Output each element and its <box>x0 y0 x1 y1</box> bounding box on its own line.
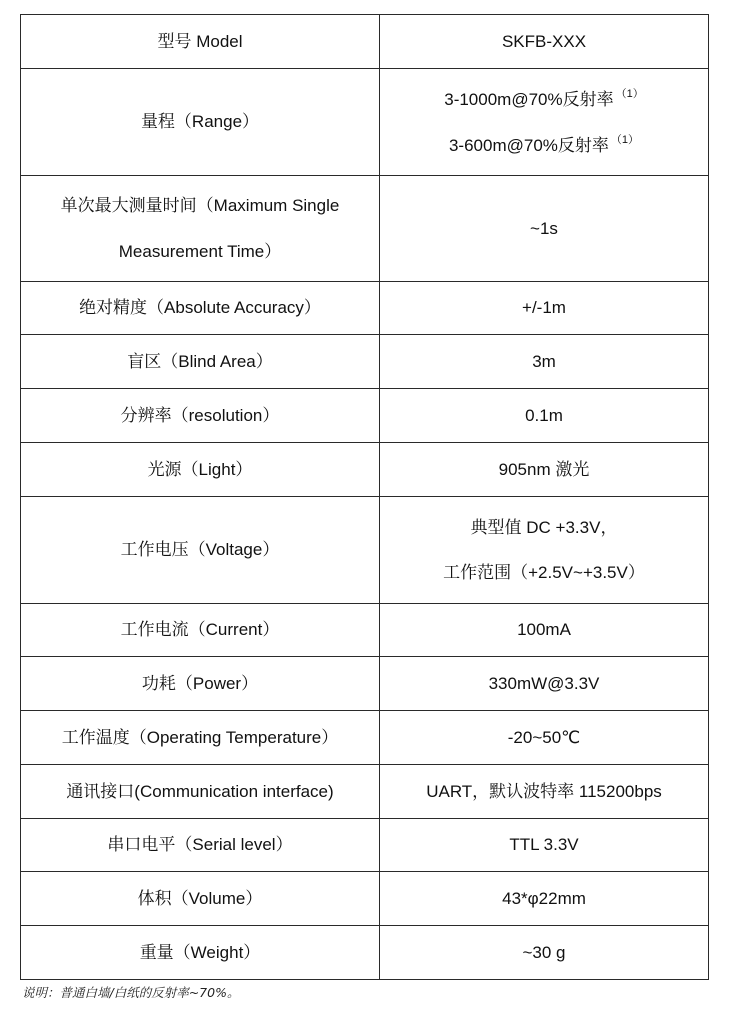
spec-value-line <box>386 673 702 694</box>
spec-value-line <box>386 134 702 156</box>
spec-label-cell <box>21 282 380 335</box>
spec-label-cell <box>21 69 380 176</box>
spec-value-line <box>386 459 702 480</box>
spec-table <box>20 14 709 980</box>
spec-value-line <box>386 517 702 538</box>
spec-label: Measurement Time） <box>118 241 282 261</box>
spec-row <box>21 282 709 335</box>
spec-row <box>21 69 709 176</box>
spec-row <box>21 497 709 604</box>
spec-label: 分辨率（resolution） <box>120 405 280 425</box>
spec-value: +/-1m <box>522 298 566 318</box>
spec-value-line <box>386 297 702 318</box>
spec-value-cell <box>380 819 709 872</box>
spec-label-cell <box>21 443 380 497</box>
spec-value: SKFB-XXX <box>501 31 587 51</box>
spec-value-cell <box>380 443 709 497</box>
spec-value: 330mW@3.3V <box>488 673 600 693</box>
spec-value-cell <box>380 176 709 282</box>
spec-label: 单次最大测量时间（Maximum Single <box>60 196 340 216</box>
spec-value-cell <box>380 335 709 389</box>
spec-value: -20~50℃ <box>507 727 581 747</box>
spec-row <box>21 872 709 926</box>
spec-label: 重量（Weight） <box>139 942 261 962</box>
spec-label-cell <box>21 604 380 657</box>
spec-label: 串口电平（Serial level） <box>107 835 293 855</box>
spec-value: 3-600m@70%反射率 <box>448 136 609 155</box>
spec-row <box>21 819 709 872</box>
spec-value-cell <box>380 657 709 711</box>
spec-value-line <box>386 619 702 640</box>
spec-value-cell <box>380 926 709 980</box>
spec-value-line <box>386 834 702 855</box>
spec-value-line <box>386 31 702 52</box>
spec-label-cell <box>21 335 380 389</box>
spec-label: 功耗（Power） <box>141 673 259 693</box>
spec-value: 100mA <box>517 620 571 640</box>
spec-row <box>21 15 709 69</box>
spec-value-cell <box>380 15 709 69</box>
spec-value-line <box>386 218 702 239</box>
spec-value-line <box>386 562 702 583</box>
spec-label: 盲区（Blind Area） <box>127 351 273 371</box>
spec-label-cell <box>21 926 380 980</box>
spec-value-cell <box>380 497 709 604</box>
spec-table-body <box>21 15 709 980</box>
spec-row <box>21 604 709 657</box>
spec-value: 43*φ22mm <box>502 888 586 908</box>
spec-value: UART，默认波特率 115200bps <box>426 781 662 801</box>
spec-value: 0.1m <box>525 405 563 425</box>
spec-row <box>21 389 709 443</box>
spec-label: 工作电流（Current） <box>120 620 280 640</box>
spec-value: ~30 g <box>522 942 566 962</box>
spec-label-cell <box>21 389 380 443</box>
spec-row <box>21 765 709 819</box>
spec-value-line <box>386 888 702 909</box>
spec-value-cell <box>380 389 709 443</box>
spec-value: 工作范围（+2.5V~+3.5V） <box>443 563 645 582</box>
spec-label: 型号 Model <box>157 31 243 51</box>
spec-value: 3-1000m@70%反射率 <box>444 89 614 109</box>
spec-value-line <box>386 405 702 426</box>
spec-value-cell <box>380 711 709 765</box>
spec-label: 绝对精度（Absolute Accuracy） <box>79 298 321 318</box>
spec-value: 905nm 激光 <box>498 459 590 479</box>
spec-value-cell <box>380 282 709 335</box>
spec-row <box>21 926 709 980</box>
spec-label: 光源（Light） <box>147 459 253 479</box>
spec-label: 工作温度（Operating Temperature） <box>61 727 339 747</box>
spec-value: 3m <box>532 351 556 371</box>
spec-value-line <box>386 781 702 802</box>
spec-label: 工作电压（Voltage） <box>120 540 280 560</box>
spec-label-cell <box>21 872 380 926</box>
spec-label-cell <box>21 15 380 69</box>
spec-value-cell <box>380 69 709 176</box>
spec-value-line <box>386 727 702 748</box>
footnote-marker: （1） <box>615 87 644 100</box>
spec-label: 量程（Range） <box>140 112 260 132</box>
footnote: 说明：普通白墙/白纸的反射率~70%。 <box>22 985 240 1000</box>
spec-value: 典型值 DC +3.3V， <box>470 517 618 537</box>
spec-row <box>21 711 709 765</box>
spec-label-cell <box>21 176 380 282</box>
spec-value-line <box>386 942 702 963</box>
spec-value: TTL 3.3V <box>509 835 579 855</box>
spec-value-cell <box>380 872 709 926</box>
spec-row <box>21 176 709 282</box>
spec-value-line <box>386 88 702 110</box>
footnote-marker: （1） <box>610 134 640 146</box>
spec-label-cell <box>21 711 380 765</box>
spec-label-cell <box>21 497 380 604</box>
spec-row <box>21 443 709 497</box>
spec-label-cell <box>21 657 380 711</box>
spec-value-cell <box>380 604 709 657</box>
spec-row <box>21 657 709 711</box>
spec-value: ~1s <box>530 218 558 238</box>
spec-label-cell <box>21 819 380 872</box>
spec-label: 通讯接口(Communication interface) <box>66 781 334 801</box>
spec-value-cell <box>380 765 709 819</box>
spec-label-cell <box>21 765 380 819</box>
spec-value-line <box>386 351 702 372</box>
spec-label: 体积（Volume） <box>137 888 263 908</box>
spec-row <box>21 335 709 389</box>
